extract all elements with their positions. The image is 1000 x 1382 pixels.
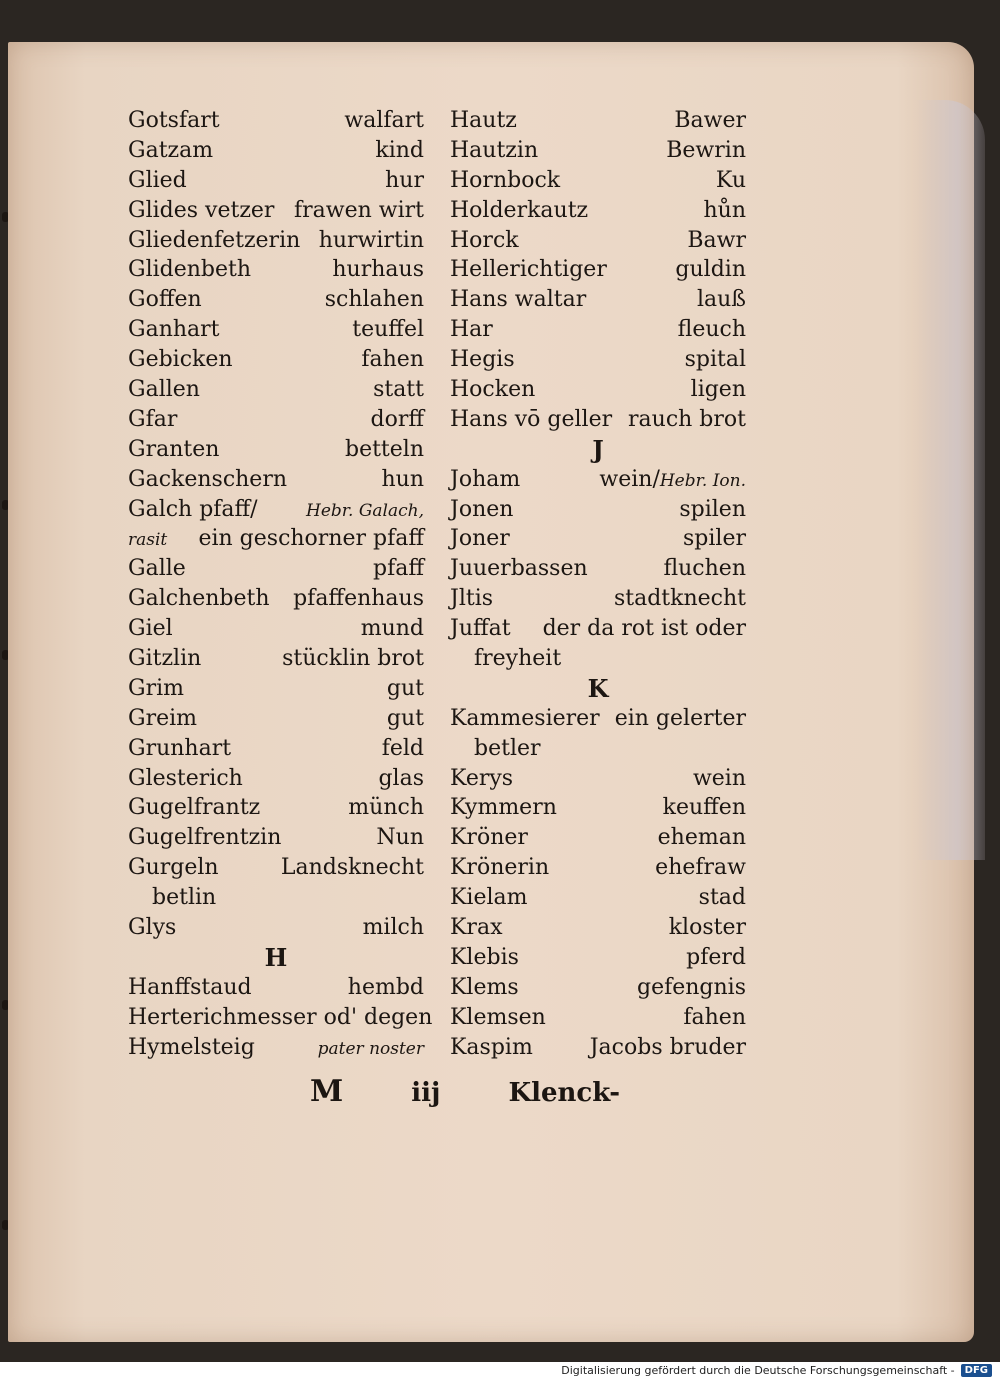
entry-gloss: rauch brot bbox=[628, 406, 746, 432]
entry-term: Hornbock bbox=[450, 167, 561, 193]
glossary-entry bbox=[128, 315, 424, 345]
entry-gloss: fahen bbox=[683, 1004, 746, 1030]
entry-gloss: Bawer bbox=[674, 108, 746, 133]
entry-term: Gugelfrentzin bbox=[128, 825, 282, 851]
glossary-entry bbox=[450, 883, 746, 913]
entry-gloss: dorff bbox=[370, 406, 424, 432]
catchword: Klenck- bbox=[508, 1078, 620, 1108]
entry-term: Juuerbassen bbox=[450, 556, 588, 582]
entry-gloss: hur bbox=[385, 167, 424, 193]
glossary-entry bbox=[450, 196, 746, 226]
digitization-footer bbox=[561, 1364, 992, 1377]
entry-term: Gliedenfetzerin bbox=[128, 227, 301, 253]
glossary-entry bbox=[128, 823, 424, 853]
entry-term: Glidenbeth bbox=[128, 257, 252, 283]
glossary-entry bbox=[128, 345, 424, 375]
entry-gloss: hembd bbox=[347, 974, 424, 1000]
glossary-entry bbox=[450, 495, 746, 525]
entry-term: Kymmern bbox=[450, 795, 557, 821]
glossary-entry bbox=[128, 614, 424, 644]
entry-gloss: Bawr bbox=[687, 227, 746, 253]
glossary-entry bbox=[450, 166, 746, 196]
entry-term: Hegis bbox=[450, 347, 515, 373]
entry-term: Jonen bbox=[450, 496, 514, 522]
glossary-entry bbox=[450, 614, 746, 644]
entry-term: Hellerichtiger bbox=[450, 257, 607, 283]
glossary-entry bbox=[128, 644, 424, 674]
signature-mark: M bbox=[310, 1074, 344, 1109]
glossary-entry bbox=[128, 734, 424, 764]
left-glossary-column bbox=[128, 106, 433, 1063]
glossary-entry bbox=[128, 524, 424, 554]
entry-term: Juffat bbox=[450, 616, 511, 642]
glossary-entry bbox=[128, 106, 424, 136]
section-letter bbox=[450, 435, 746, 465]
funding-credit: Digitalisierung gefördert durch die Deutsche Forschungsgemeinschaft - bbox=[561, 1364, 955, 1377]
entry-term: Horck bbox=[450, 227, 519, 253]
entry-gloss: wein bbox=[692, 765, 746, 791]
entry-term: betlin bbox=[152, 885, 217, 911]
section-letter bbox=[128, 943, 424, 973]
entry-gloss: mund bbox=[360, 616, 424, 642]
entry-term: Gugelfrantz bbox=[128, 795, 261, 821]
entry-gloss: pferd bbox=[686, 944, 746, 970]
glossary-entry bbox=[450, 823, 746, 853]
entry-term: Hanffstaud bbox=[128, 974, 252, 1000]
entry-term: Gatzam bbox=[128, 137, 214, 163]
glossary-entry bbox=[450, 584, 746, 614]
glossary-entry bbox=[128, 405, 424, 435]
glossary-entry bbox=[128, 136, 424, 166]
entry-term: Krax bbox=[450, 915, 503, 941]
entry-gloss: ligen bbox=[690, 377, 746, 403]
entry-gloss: der da rot ist oder bbox=[542, 616, 746, 642]
entry-gloss: gut bbox=[386, 705, 424, 731]
entry-gloss: fluchen bbox=[663, 556, 746, 582]
entry-term: Holderkautz bbox=[450, 197, 589, 223]
entry-term: Greim bbox=[128, 705, 198, 731]
glossary-entry bbox=[128, 584, 424, 614]
entry-term: Gebicken bbox=[128, 347, 233, 373]
entry-term: Giel bbox=[128, 616, 173, 642]
catchline bbox=[310, 1074, 620, 1109]
glossary-entry bbox=[450, 704, 746, 734]
entry-gloss: hůn bbox=[703, 197, 746, 223]
entry-term: freyheit bbox=[474, 646, 562, 672]
glossary-entry bbox=[450, 285, 746, 315]
entry-gloss: hurwirtin bbox=[318, 227, 424, 253]
entry-term: Kammesierer bbox=[450, 705, 600, 731]
entry-gloss: keuffen bbox=[662, 795, 746, 821]
entry-term: Joham bbox=[450, 466, 521, 492]
entry-term: Glys bbox=[128, 915, 177, 941]
glossary-entry bbox=[450, 465, 746, 495]
entry-term: Klemsen bbox=[450, 1004, 546, 1030]
glossary-entry bbox=[450, 106, 746, 136]
entry-gloss: kloster bbox=[668, 915, 746, 941]
glossary-entry bbox=[450, 764, 746, 794]
section-letter bbox=[450, 674, 746, 704]
entry-gloss: teuffel bbox=[352, 317, 424, 343]
entry-term: Hautz bbox=[450, 108, 517, 133]
entry-note: pater noster bbox=[317, 1038, 424, 1059]
entry-term: Galch pfaff/ bbox=[128, 496, 258, 522]
entry-term: Hautzin bbox=[450, 137, 539, 163]
entry-term: Hans waltar bbox=[450, 287, 587, 313]
entry-term: Galchenbeth bbox=[128, 586, 270, 612]
entry-term: Hans vō geller bbox=[450, 406, 613, 432]
entry-gloss: Landsknecht bbox=[280, 855, 424, 881]
entry-term: Klems bbox=[450, 974, 519, 1000]
entry-term: Gitzlin bbox=[128, 646, 202, 672]
entry-gloss: Nun bbox=[376, 825, 424, 851]
glossary-entry bbox=[128, 913, 424, 943]
glossary-entry bbox=[450, 524, 746, 554]
glossary-entry bbox=[128, 495, 424, 525]
entry-gloss: kind bbox=[375, 137, 424, 163]
glossary-entry bbox=[450, 1033, 746, 1063]
entry-term: Kerys bbox=[450, 765, 514, 791]
glossary-entry bbox=[450, 943, 746, 973]
glossary-entry bbox=[128, 764, 424, 794]
entry-term: Kröner bbox=[450, 825, 528, 851]
glossary-entry bbox=[450, 345, 746, 375]
entry-gloss: Ku bbox=[715, 167, 746, 193]
entry-gloss: ein gelerter bbox=[614, 705, 746, 731]
glossary-entry bbox=[128, 704, 424, 734]
entry-gloss: guldin bbox=[675, 257, 746, 283]
entry-gloss: münch bbox=[348, 795, 424, 821]
entry-gloss: hun bbox=[381, 466, 424, 492]
entry-gloss: spiler bbox=[683, 526, 746, 552]
entry-term: Gackenschern bbox=[128, 466, 288, 492]
glossary-entry bbox=[450, 853, 746, 883]
glossary-entry bbox=[450, 554, 746, 584]
entry-term: Glesterich bbox=[128, 765, 243, 791]
glossary-entry bbox=[128, 1033, 424, 1063]
glossary-entry bbox=[128, 973, 424, 1003]
entry-gloss: ein geschorner pfaff bbox=[198, 526, 424, 552]
entry-gloss: stadtknecht bbox=[613, 586, 746, 612]
entry-term: Goffen bbox=[128, 287, 202, 313]
glossary-entry bbox=[450, 255, 746, 285]
glossary-entry bbox=[450, 913, 746, 943]
glossary-entry bbox=[128, 674, 424, 704]
entry-gloss: messer od' degen bbox=[236, 1004, 433, 1030]
entry-gloss: spilen bbox=[679, 496, 746, 522]
glossary-entry bbox=[450, 973, 746, 1003]
entry-gloss: glas bbox=[378, 765, 424, 791]
glossary-entry bbox=[450, 734, 746, 764]
glossary-entry bbox=[450, 375, 746, 405]
glossary-entry bbox=[450, 136, 746, 166]
entry-term: Kaspim bbox=[450, 1034, 533, 1060]
entry-gloss: feld bbox=[381, 735, 424, 761]
entry-gloss: gut bbox=[386, 675, 424, 701]
entry-term: Hocken bbox=[450, 377, 536, 403]
entry-gloss: statt bbox=[373, 377, 424, 403]
entry-term: Gurgeln bbox=[128, 855, 219, 881]
glossary-entry bbox=[450, 226, 746, 256]
entry-gloss: hurhaus bbox=[332, 257, 424, 283]
entry-term: Gallen bbox=[128, 377, 200, 403]
entry-term: Glied bbox=[128, 167, 187, 193]
entry-gloss: stücklin brot bbox=[282, 646, 424, 672]
entry-term: Jltis bbox=[450, 586, 494, 612]
entry-note: rasit bbox=[128, 530, 168, 551]
right-glossary-column bbox=[450, 106, 746, 1063]
glossary-entry bbox=[128, 1003, 433, 1033]
glossary-entry bbox=[128, 435, 424, 465]
glossary-entry bbox=[450, 644, 746, 674]
entry-gloss: gefengnis bbox=[636, 974, 746, 1000]
entry-gloss: schlahen bbox=[324, 287, 424, 313]
glossary-entry bbox=[128, 883, 424, 913]
dfg-logo: DFG bbox=[961, 1364, 992, 1377]
glossary-entry bbox=[128, 255, 424, 285]
leaf-number: iij bbox=[411, 1078, 441, 1108]
entry-term: Kielam bbox=[450, 885, 528, 911]
entry-note: Hebr. Ion. bbox=[659, 470, 746, 491]
entry-term: Granten bbox=[128, 436, 220, 462]
glossary-entry bbox=[450, 315, 746, 345]
entry-term: Joner bbox=[450, 526, 510, 552]
glossary-entry bbox=[128, 226, 424, 256]
entry-gloss: wein/ bbox=[599, 466, 660, 492]
entry-term: Glides vetzer bbox=[128, 197, 275, 223]
entry-gloss: frawen wirt bbox=[293, 197, 424, 223]
entry-term: Krönerin bbox=[450, 855, 550, 881]
entry-gloss: pfaffenhaus bbox=[293, 586, 424, 612]
glossary-entry bbox=[128, 465, 424, 495]
entry-gloss: fleuch bbox=[677, 317, 746, 343]
glossary-entry bbox=[128, 554, 424, 584]
entry-note: Hebr. Galach, bbox=[306, 500, 424, 521]
entry-term: Grunhart bbox=[128, 735, 232, 761]
section-letter-text: H bbox=[264, 942, 288, 972]
section-letter-text: K bbox=[587, 673, 609, 703]
entry-term: Klebis bbox=[450, 944, 519, 970]
entry-gloss: spital bbox=[684, 347, 746, 373]
entry-gloss: Jacobs bruder bbox=[589, 1034, 746, 1060]
entry-gloss: stad bbox=[698, 885, 746, 911]
page-curl-shadow bbox=[915, 100, 985, 860]
entry-term: Hymelsteig bbox=[128, 1034, 255, 1060]
entry-gloss: walfart bbox=[344, 108, 424, 133]
glossary-entry bbox=[128, 793, 424, 823]
glossary-entry bbox=[450, 793, 746, 823]
entry-term: Grim bbox=[128, 675, 184, 701]
entry-term: betler bbox=[474, 735, 541, 761]
glossary-entry bbox=[128, 166, 424, 196]
entry-term: Gotsfart bbox=[128, 108, 220, 133]
glossary-entry bbox=[128, 196, 424, 226]
entry-gloss: Bewrin bbox=[666, 137, 746, 163]
entry-gloss: lauß bbox=[696, 287, 746, 313]
entry-term: Galle bbox=[128, 556, 186, 582]
entry-gloss: pfaff bbox=[373, 556, 424, 582]
entry-term: Gfar bbox=[128, 406, 178, 432]
glossary-entry bbox=[128, 853, 424, 883]
glossary-entry bbox=[128, 285, 424, 315]
entry-gloss: ehefraw bbox=[655, 855, 746, 881]
entry-term: Har bbox=[450, 317, 493, 343]
entry-term: Ganhart bbox=[128, 317, 220, 343]
glossary-entry bbox=[128, 375, 424, 405]
entry-term: Herterich bbox=[128, 1004, 237, 1030]
entry-gloss: betteln bbox=[344, 436, 424, 462]
entry-gloss: milch bbox=[362, 915, 424, 941]
glossary-entry bbox=[450, 1003, 746, 1033]
glossary-entry bbox=[450, 405, 746, 435]
section-letter-text: J bbox=[592, 434, 604, 464]
entry-gloss: eheman bbox=[657, 825, 746, 851]
entry-gloss: fahen bbox=[361, 347, 424, 373]
